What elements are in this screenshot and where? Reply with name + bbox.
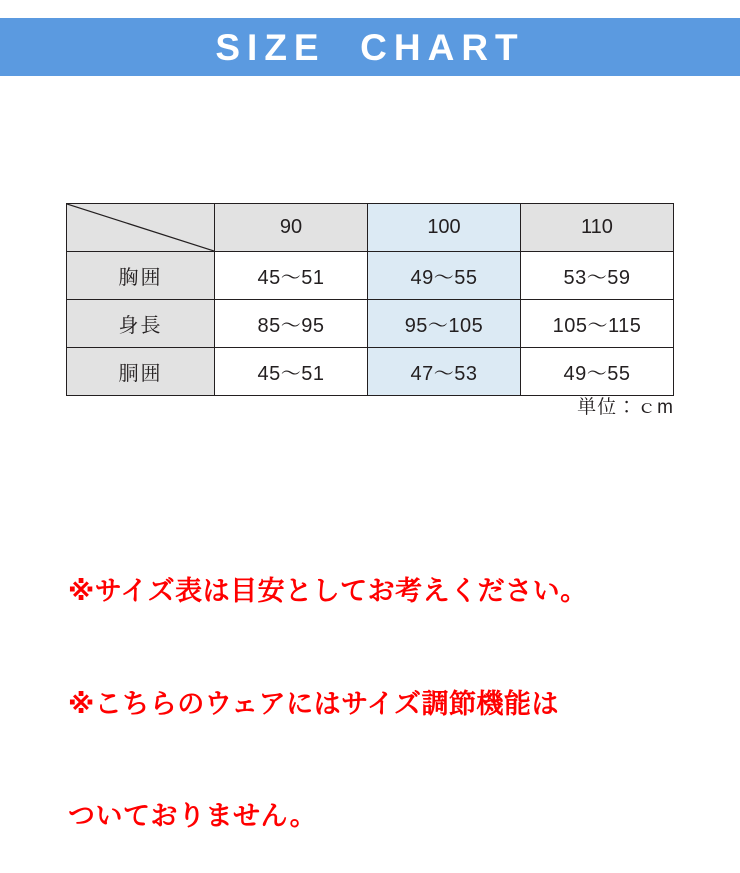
- cell-chest-100: 49〜55: [368, 252, 521, 300]
- table-corner-cell: [67, 204, 215, 252]
- cell-height-90: 85〜95: [215, 300, 368, 348]
- row-label-chest: 胸囲: [67, 252, 215, 300]
- notice-line-3: ついておりません。: [68, 801, 318, 832]
- column-header-110: 110: [521, 204, 674, 252]
- column-header-90: 90: [215, 204, 368, 252]
- cell-waist-90: 45〜51: [215, 348, 368, 396]
- table-header-row: [67, 204, 674, 252]
- size-table: [66, 203, 674, 396]
- column-header-100: 100: [368, 204, 521, 252]
- notice-text: [68, 498, 688, 873]
- page-title: SIZE CHART: [215, 26, 525, 68]
- size-table-container: [66, 203, 674, 396]
- row-label-waist: 胴囲: [67, 348, 215, 396]
- notice-line-2: ※こちらのウェアにはサイズ調節機能は: [68, 688, 560, 719]
- unit-note: 単位：ｃm: [577, 397, 674, 418]
- cell-height-110: 105〜115: [521, 300, 674, 348]
- row-label-height: 身長: [67, 300, 215, 348]
- notice-line-1: ※サイズ表は目安としてお考えください。: [68, 576, 588, 607]
- table-row: [67, 300, 674, 348]
- cell-height-100: 95〜105: [368, 300, 521, 348]
- table-row: [67, 252, 674, 300]
- diagonal-line-icon: [67, 204, 214, 251]
- cell-waist-100: 47〜53: [368, 348, 521, 396]
- cell-chest-90: 45〜51: [215, 252, 368, 300]
- size-chart-banner: [0, 18, 740, 76]
- table-row: [67, 348, 674, 396]
- cell-waist-110: 49〜55: [521, 348, 674, 396]
- cell-chest-110: 53〜59: [521, 252, 674, 300]
